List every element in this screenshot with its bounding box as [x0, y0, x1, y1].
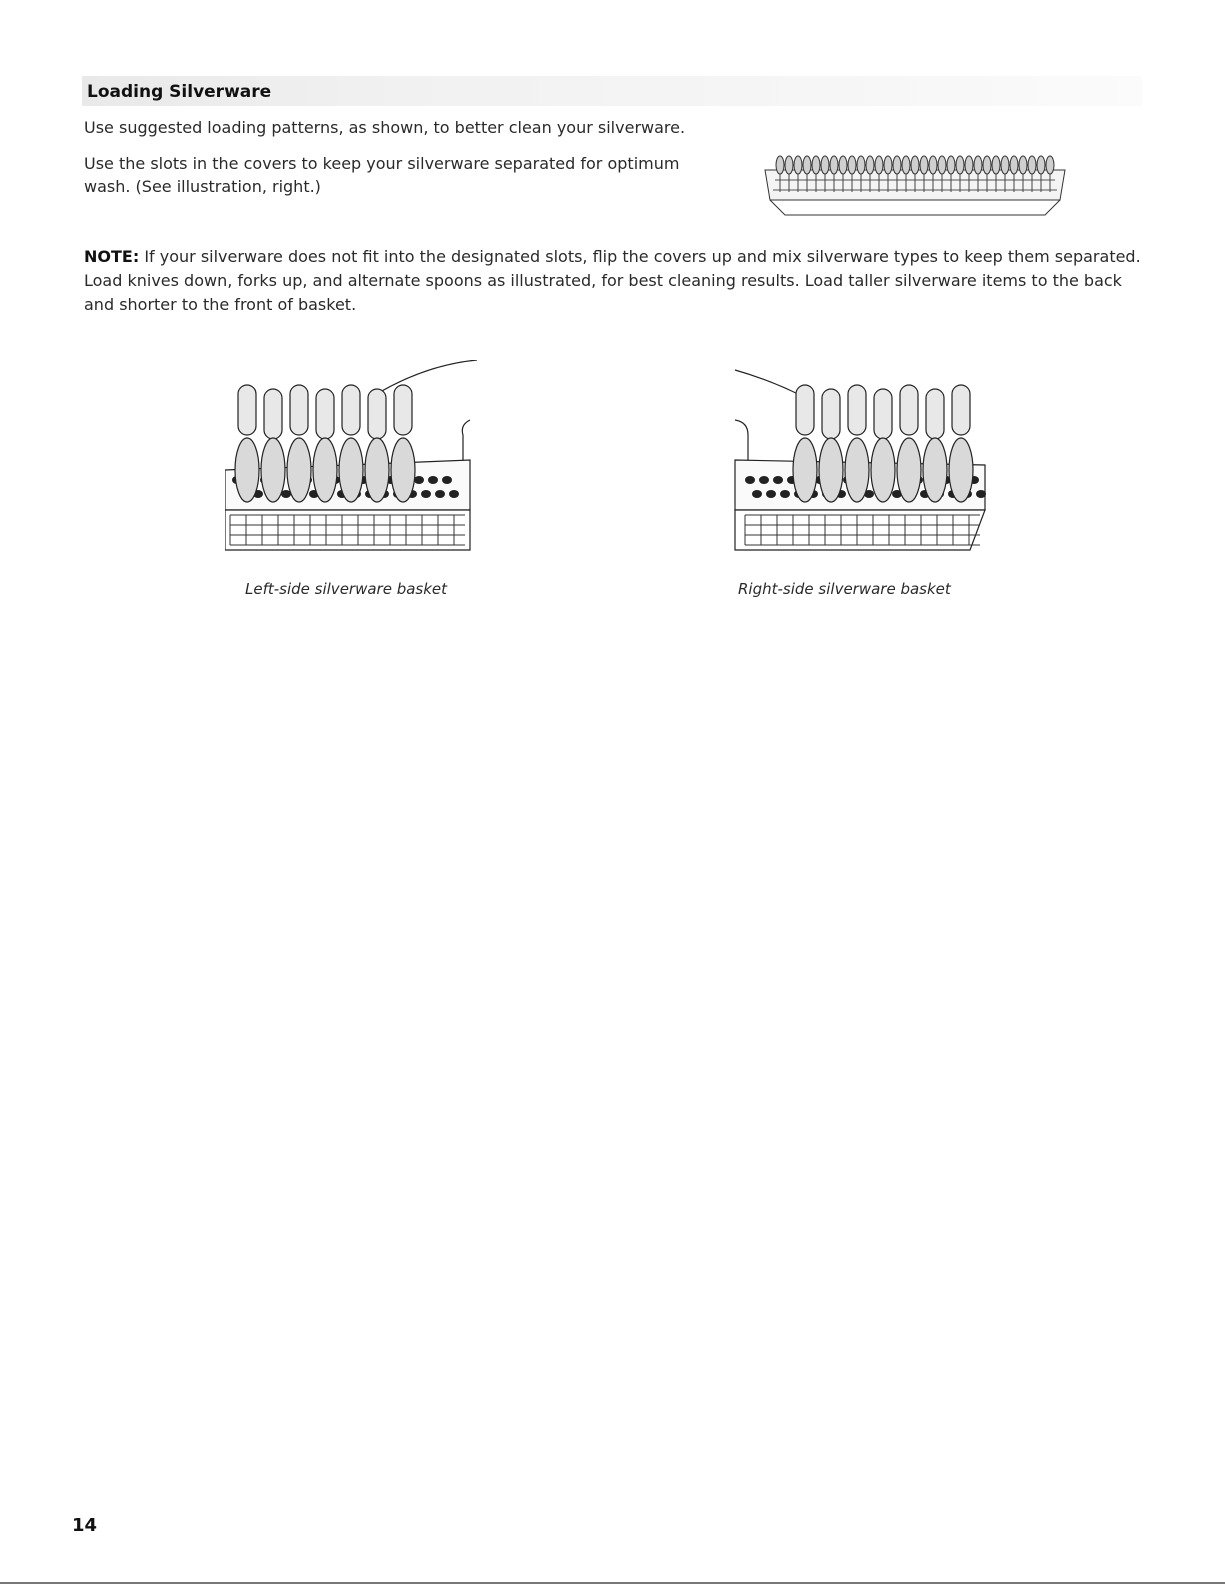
- note-paragraph: [84, 245, 1144, 317]
- left-basket-illustration: [225, 360, 485, 555]
- silverware-basket-illustration: [755, 130, 1075, 220]
- page-number: 14: [72, 1515, 98, 1536]
- bottom-rule: [0, 1582, 1225, 1584]
- note-text: If your silverware does not fit into the designated slots, flip the covers up and mix silverware types to keep them separated. Load knives down, forks up, and alternate spoons as illustrated, for best cleaning results. Load taller silverware items to the back and shorter to the front of basket.: [84, 247, 1141, 314]
- section-header: [82, 76, 1142, 106]
- right-basket-caption: Right-side silverware basket: [738, 580, 951, 598]
- note-label: NOTE:: [84, 247, 140, 266]
- left-basket-caption: Left-side silverware basket: [245, 580, 448, 598]
- section-title: Loading Silverware: [87, 82, 272, 102]
- intro-paragraph: Use suggested loading patterns, as shown, to better clean your silverware.: [84, 118, 686, 137]
- right-basket-illustration: [730, 360, 990, 555]
- slots-paragraph: Use the slots in the covers to keep your silverware separated for optimum wash. (See illustration, right.): [84, 154, 680, 196]
